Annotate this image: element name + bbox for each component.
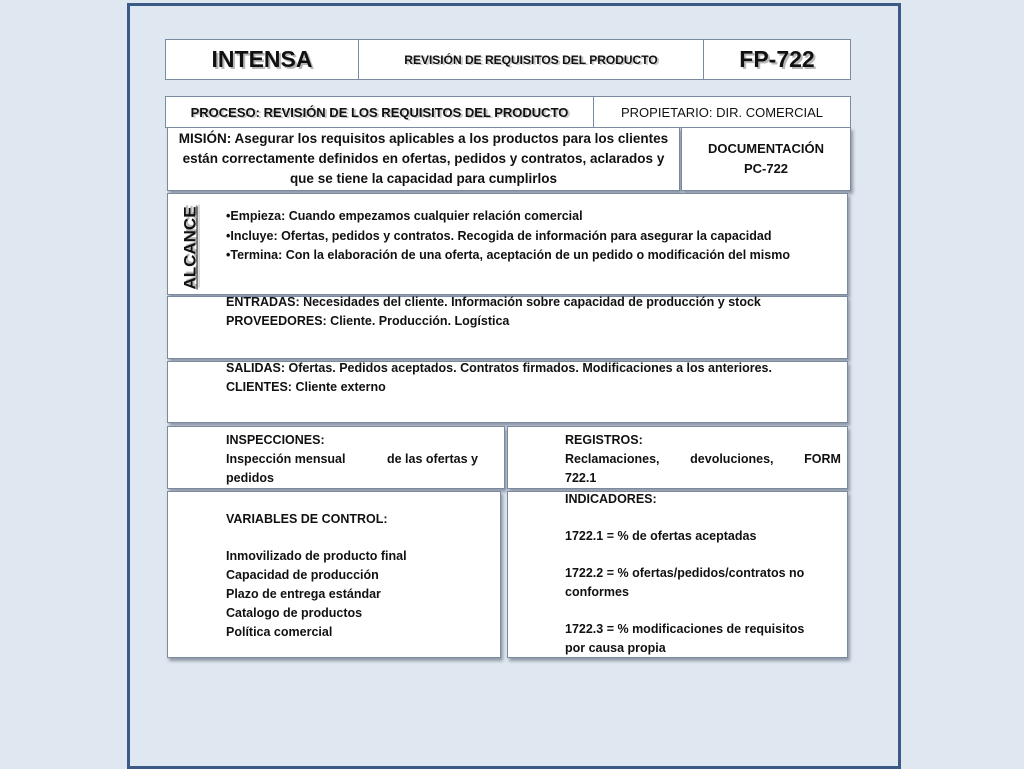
process-owner: PROPIETARIO: DIR. COMERCIAL bbox=[620, 104, 823, 120]
control-variables-title: VARIABLES DE CONTROL: bbox=[226, 512, 388, 526]
records-w1: Reclamaciones, bbox=[565, 452, 660, 466]
control-variable-item: Plazo de entrega estándar bbox=[226, 587, 381, 601]
indicator-3-line2: por causa propia bbox=[565, 641, 666, 655]
scope-item-end: •Termina: Con la elaboración de una oferta, aceptación de un pedido o modificación del mismo bbox=[226, 248, 790, 262]
control-variable-item: Inmovilizado de producto final bbox=[226, 549, 407, 563]
records-w3: FORM bbox=[804, 452, 841, 466]
documentation-label: DOCUMENTACIÓN bbox=[707, 141, 825, 156]
indicator-1: 1722.1 = % de ofertas aceptadas bbox=[565, 529, 757, 543]
records-line1 bbox=[565, 450, 841, 469]
indicators-cell bbox=[507, 491, 848, 658]
outputs-salidas: SALIDAS: Ofertas. Pedidos aceptados. Contratos firmados. Modificaciones a los anteriores. bbox=[226, 361, 772, 375]
inputs-entradas: ENTRADAS: Necesidades del cliente. Información sobre capacidad de producción y stock bbox=[226, 295, 761, 309]
indicator-2-line1: 1722.2 = % ofertas/pedidos/contratos no bbox=[565, 566, 805, 580]
records-w2: devoluciones, bbox=[690, 452, 774, 466]
indicator-2-line2: conformes bbox=[565, 585, 629, 599]
process-cell bbox=[165, 96, 594, 128]
indicators-title: INDICADORES: bbox=[565, 492, 657, 506]
records-cell bbox=[507, 426, 848, 489]
inspections-line2: pedidos bbox=[226, 471, 274, 485]
scope-label-wrap bbox=[176, 202, 206, 294]
doc-title: REVISIÓN DE REQUISITOS DEL PRODUCTO bbox=[404, 52, 658, 67]
control-variables-cell bbox=[167, 491, 501, 658]
scope-item-start: •Empieza: Cuando empezamos cualquier relación comercial bbox=[226, 209, 583, 223]
inspections-line1-a: Inspección mensual bbox=[226, 452, 346, 466]
doc-code: FP-722 bbox=[739, 46, 815, 72]
indicator-3-line1: 1722.3 = % modificaciones de requisitos bbox=[565, 622, 805, 636]
records-line2: 722.1 bbox=[565, 471, 597, 485]
company-cell bbox=[165, 39, 359, 80]
owner-cell bbox=[593, 96, 851, 128]
control-variable-item: Capacidad de producción bbox=[226, 568, 379, 582]
mission-text: MISIÓN: Asegurar los requisitos aplicables a los productos para los clientes están correctamente definidos en ofertas, pedidos y contratos, aclarados y que se tiene la capacidad para cumplirlos bbox=[178, 131, 669, 186]
inputs-cell bbox=[167, 296, 848, 359]
control-variable-item: Catalogo de productos bbox=[226, 606, 363, 620]
inspections-line1 bbox=[226, 450, 478, 469]
outputs-clientes: CLIENTES: Cliente externo bbox=[226, 380, 386, 394]
inspections-title: INSPECCIONES: bbox=[226, 433, 325, 447]
inspections-line1-b: de las ofertas y bbox=[386, 452, 478, 466]
scope-item-includes: •Incluye: Ofertas, pedidos y contratos. Recogida de información para asegurar la capacidad bbox=[226, 228, 772, 243]
company-name: INTENSA bbox=[211, 46, 313, 72]
documentation-cell bbox=[681, 127, 851, 191]
scope-label: ALCANCE bbox=[181, 206, 201, 290]
mission-cell bbox=[167, 127, 680, 191]
inspections-cell bbox=[167, 426, 505, 489]
scope-cell bbox=[167, 193, 848, 295]
records-title: REGISTROS: bbox=[565, 433, 643, 447]
scope-list bbox=[226, 207, 844, 266]
doc-title-cell bbox=[358, 39, 704, 80]
doc-code-cell bbox=[703, 39, 851, 80]
process-name: PROCESO: REVISIÓN DE LOS REQUISITOS DEL PRODUCTO bbox=[190, 104, 569, 120]
documentation-code: PC-722 bbox=[743, 161, 789, 176]
inputs-proveedores: PROVEEDORES: Cliente. Producción. Logística bbox=[226, 314, 510, 328]
control-variable-item: Política comercial bbox=[226, 625, 333, 639]
outputs-cell bbox=[167, 361, 848, 423]
